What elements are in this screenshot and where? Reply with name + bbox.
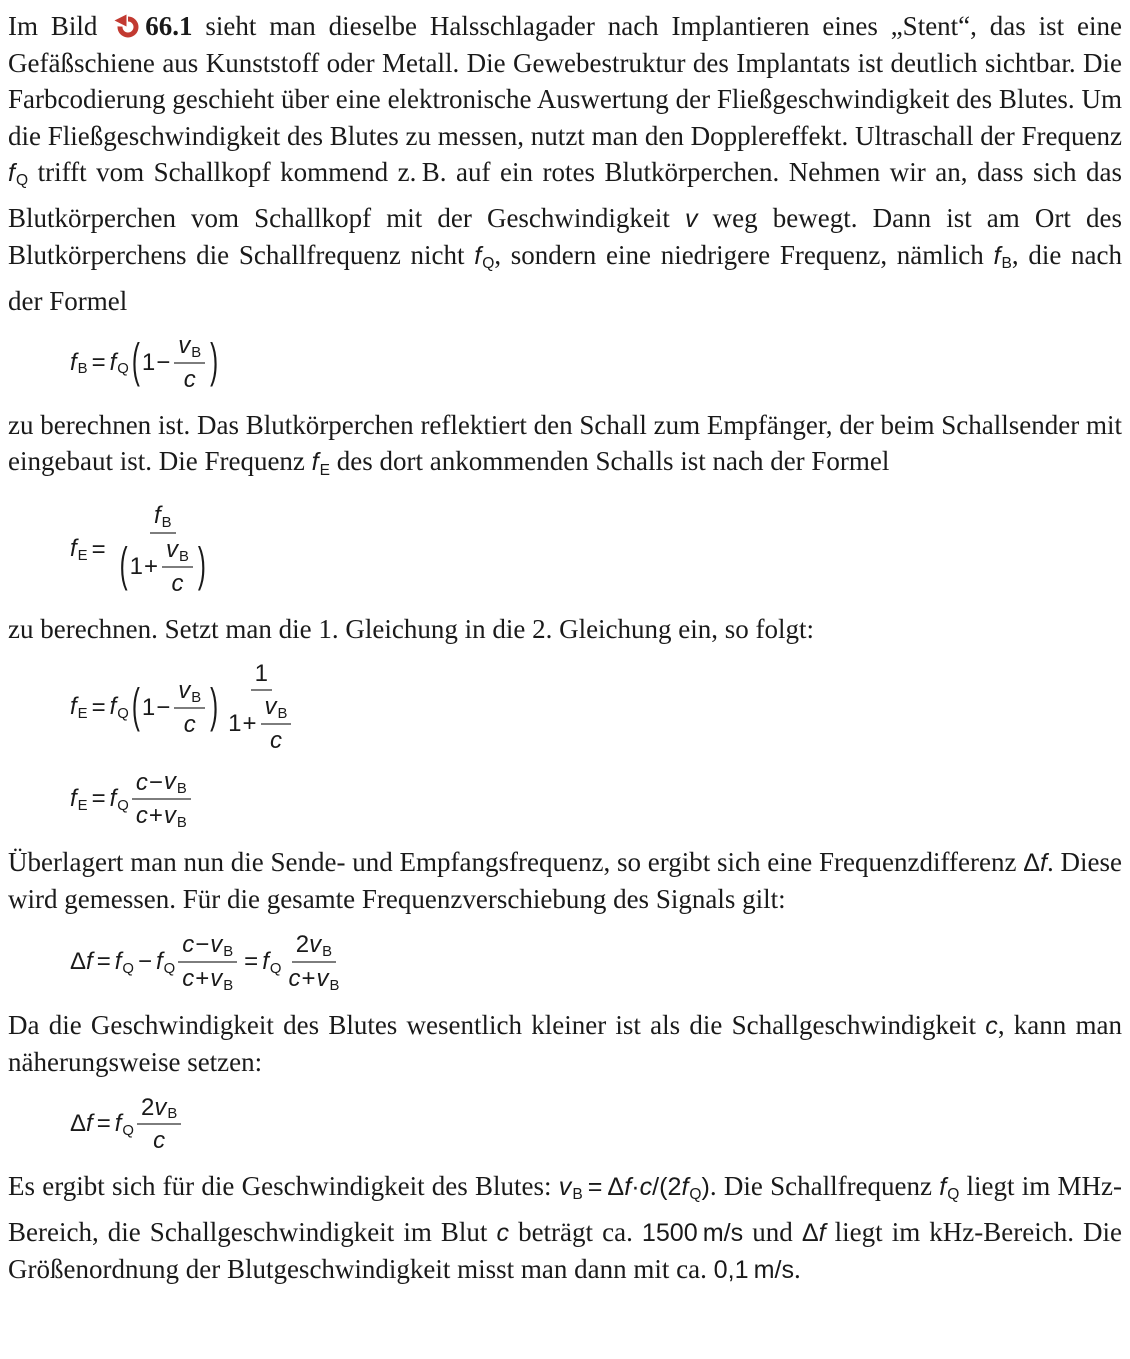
math-inline: f bbox=[818, 1218, 826, 1247]
display-formula bbox=[70, 502, 1122, 598]
math-subscript: B bbox=[322, 943, 333, 960]
fraction bbox=[132, 768, 191, 831]
math-inline: fQ bbox=[474, 242, 495, 273]
math-symbol: vB bbox=[316, 964, 340, 994]
math-symbol: vB bbox=[163, 768, 187, 797]
math-operator: − bbox=[195, 931, 210, 959]
math-subscript: B bbox=[176, 780, 187, 797]
paren-content bbox=[142, 677, 208, 739]
math-operator: = bbox=[91, 349, 106, 377]
math-operator: + bbox=[148, 802, 163, 830]
display-formula bbox=[70, 931, 1122, 994]
text-run: Es ergibt sich für die Geschwindigkeit des Blutes: bbox=[8, 1171, 559, 1202]
fraction bbox=[162, 536, 193, 598]
paragraph bbox=[8, 844, 1122, 918]
math-inline: fQ bbox=[939, 1173, 960, 1204]
text-run: Im Bild bbox=[8, 11, 111, 41]
fraction bbox=[284, 931, 343, 994]
math-symbol: vB bbox=[264, 693, 288, 723]
math-symbol: vB bbox=[178, 676, 202, 706]
math-operator: − bbox=[148, 768, 163, 796]
math-subscript: Q bbox=[689, 1186, 702, 1204]
fraction bbox=[261, 693, 292, 755]
denominator bbox=[167, 568, 187, 598]
open-paren: ( bbox=[131, 335, 140, 389]
text-run: , kann man näherungsweise setzen: bbox=[8, 1009, 1122, 1078]
math-subscript: B bbox=[77, 361, 88, 378]
numerator bbox=[174, 332, 205, 364]
paren-content bbox=[142, 332, 208, 394]
denominator bbox=[113, 534, 213, 598]
math-operator: = bbox=[91, 693, 106, 721]
math-subscript: Q bbox=[117, 797, 129, 814]
math-operator: = bbox=[244, 948, 259, 976]
math-symbol: c bbox=[135, 802, 148, 830]
math-inline: vB bbox=[558, 1173, 583, 1204]
math-symbol: c bbox=[135, 768, 148, 796]
paragraph bbox=[8, 407, 1122, 489]
math-symbol: c bbox=[153, 1127, 166, 1155]
denominator bbox=[132, 800, 191, 831]
paragraph bbox=[8, 611, 1122, 648]
math-symbol: fQ bbox=[114, 947, 134, 977]
math-symbol: vB bbox=[154, 1093, 178, 1123]
numerator bbox=[251, 660, 272, 691]
math-subscript: Q bbox=[947, 1186, 960, 1204]
math-symbol: fE bbox=[70, 535, 88, 565]
text-run: trifft vom Schallkopf kommend z. B. auf ein rotes Blutkörperchen. Nehmen wir an, dass sich das Blutkörperchen vom Schallkopf mit der Geschwindigkeit bbox=[8, 157, 1122, 233]
math-inline: /(2 bbox=[652, 1173, 682, 1202]
math-symbol: 1 bbox=[141, 693, 156, 721]
math-operator: − bbox=[156, 693, 171, 721]
text-run: . bbox=[794, 1254, 801, 1285]
denominator bbox=[266, 725, 286, 755]
math-symbol: vB bbox=[165, 535, 189, 565]
math-symbol: vB bbox=[210, 930, 234, 960]
math-subscript: Q bbox=[117, 361, 129, 378]
math-subscript: E bbox=[77, 548, 88, 565]
math-symbol: c bbox=[182, 931, 195, 959]
fraction bbox=[174, 332, 205, 394]
math-inline: 1500 m/s bbox=[641, 1218, 744, 1247]
math-inline: f bbox=[1040, 848, 1047, 877]
math-subscript: B bbox=[191, 689, 202, 706]
math-operator: − bbox=[137, 948, 152, 976]
text-run: . Die Schallfrequenz bbox=[709, 1171, 940, 1202]
text-run: sieht man dieselbe Halsschlagader nach Implantieren eines „Stent“, das ist eine Gefäßschiene aus Kunststoff oder Metall. Die Gewebestruktur des Implantats ist deutlich sichtbar. Die Farbcodierung geschieht über eine elektronische Auswertung der Fließgeschwindigkeit des Blutes. Um die Fließgeschwindigkeit des Blutes zu messen, nutzt man den Dopplereffekt. Ultraschall der Frequenz bbox=[8, 11, 1122, 151]
math-symbol: c bbox=[183, 710, 196, 738]
denominator bbox=[180, 709, 200, 739]
math-symbol: vB bbox=[210, 964, 234, 994]
math-operator: + bbox=[195, 965, 210, 993]
math-subscript: B bbox=[178, 548, 189, 565]
fraction bbox=[224, 660, 298, 755]
math-subscript: Q bbox=[482, 255, 495, 273]
text-run: beträgt ca. bbox=[509, 1216, 642, 1247]
paren-group bbox=[130, 332, 220, 394]
math-inline: fB bbox=[993, 242, 1012, 273]
math-symbol: 2 bbox=[295, 931, 310, 959]
math-inline: · bbox=[631, 1173, 640, 1202]
math-inline: Δ bbox=[1023, 848, 1040, 877]
math-operator: + bbox=[301, 965, 316, 993]
math-inline: f bbox=[624, 1173, 632, 1202]
close-paren: ) bbox=[210, 335, 219, 389]
text-run: zu berechnen. Setzt man die 1. Gleichung in die 2. Gleichung ein, so folgt: bbox=[8, 613, 815, 644]
text-run: zu berechnen ist. Das Blutkörperchen reflektiert den Schall zum Empfänger, der beim Schallsender mit eingebaut ist. Die Frequenz bbox=[8, 409, 1122, 477]
math-symbol: fQ bbox=[262, 947, 282, 977]
math-subscript: Q bbox=[122, 960, 134, 977]
math-operator: = bbox=[96, 1110, 111, 1138]
math-subscript: Q bbox=[122, 1122, 134, 1139]
math-subscript: E bbox=[319, 461, 331, 479]
textbook-page bbox=[8, 8, 1122, 1289]
math-symbol: 1 bbox=[254, 660, 268, 688]
math-symbol: fQ bbox=[155, 947, 176, 977]
numerator bbox=[178, 931, 237, 963]
numerator bbox=[137, 1094, 181, 1126]
math-subscript: B bbox=[161, 514, 172, 531]
text-run: des dort ankommenden Schalls ist nach der Formel bbox=[330, 446, 890, 477]
display-formula bbox=[70, 660, 1122, 755]
close-paren: ) bbox=[210, 680, 219, 733]
math-subscript: E bbox=[77, 706, 88, 723]
math-symbol: c bbox=[269, 727, 282, 755]
math-inline: fQ bbox=[8, 159, 29, 190]
denominator bbox=[149, 1125, 169, 1155]
math-symbol: fQ bbox=[109, 348, 129, 378]
paragraph bbox=[8, 1007, 1122, 1081]
paren-group bbox=[130, 677, 220, 739]
text-run: , die nach der Formel bbox=[8, 240, 1122, 316]
math-symbol: c bbox=[182, 965, 195, 993]
denominator bbox=[284, 963, 343, 994]
math-operator: = bbox=[91, 535, 106, 563]
text-run: . Diese wird gemessen. Für die gesamte Frequenzverschiebung des Signals gilt: bbox=[8, 846, 1122, 915]
math-subscript: Q bbox=[269, 960, 282, 977]
reference-number: 66.1 bbox=[145, 11, 193, 41]
math-subscript: B bbox=[167, 1106, 178, 1123]
math-subscript: B bbox=[176, 814, 187, 831]
math-operator: − bbox=[156, 349, 171, 377]
math-symbol: c bbox=[171, 569, 184, 597]
math-inline: c bbox=[496, 1218, 510, 1247]
math-operator: = bbox=[91, 785, 106, 813]
numerator bbox=[162, 536, 193, 568]
display-formula bbox=[70, 332, 1122, 394]
math-symbol: 1 bbox=[228, 710, 242, 738]
math-operator: + bbox=[242, 710, 257, 738]
math-subscript: B bbox=[572, 1186, 583, 1204]
math-symbol: fQ bbox=[109, 693, 129, 723]
math-inline: ) bbox=[701, 1173, 710, 1202]
math-inline: fE bbox=[311, 448, 331, 479]
math-symbol: vB bbox=[178, 332, 202, 361]
text-run: und bbox=[743, 1216, 802, 1247]
math-inline: c bbox=[985, 1011, 998, 1040]
paragraph bbox=[8, 8, 1122, 319]
text-run: Überlagert man nun die Sende- und Empfangsfrequenz, so ergibt sich eine Frequenzdifferenz bbox=[8, 846, 1024, 877]
math-subscript: Q bbox=[15, 172, 29, 190]
text-run: Da die Geschwindigkeit des Blutes wesentlich kleiner ist als die Schallgeschwindigkeit bbox=[8, 1009, 986, 1040]
denominator bbox=[224, 691, 298, 755]
math-operator: + bbox=[143, 552, 158, 580]
math-subscript: B bbox=[329, 977, 340, 994]
text-run: , sondern eine niedrigere Frequenz, nämlich bbox=[494, 240, 994, 271]
numerator bbox=[132, 768, 191, 800]
math-symbol: 1 bbox=[141, 349, 156, 377]
article-text bbox=[8, 8, 1122, 1289]
math-symbol: fQ bbox=[114, 1110, 134, 1139]
math-symbol: vB bbox=[163, 801, 187, 831]
math-symbol: Δ bbox=[70, 1110, 87, 1138]
text-run: liegt im MHz-Bereich, die Schallgeschwindigkeit im Blut bbox=[8, 1171, 1122, 1247]
numerator bbox=[174, 677, 205, 709]
math-symbol: Δ bbox=[70, 948, 87, 976]
math-inline: = bbox=[582, 1173, 608, 1202]
math-inline: Δ bbox=[607, 1173, 625, 1202]
math-inline: Δ bbox=[801, 1218, 819, 1247]
math-inline: c bbox=[639, 1173, 653, 1202]
numerator bbox=[261, 693, 292, 725]
math-operator: = bbox=[96, 948, 111, 976]
paragraph bbox=[8, 1168, 1122, 1289]
math-subscript: Q bbox=[117, 706, 129, 723]
denominator bbox=[180, 364, 200, 394]
math-symbol: f bbox=[86, 948, 93, 976]
math-subscript: E bbox=[77, 797, 88, 814]
math-symbol: 1 bbox=[129, 552, 143, 580]
text-run: liegt im kHz-Bereich. Die Größenordnung der Blutgeschwindigkeit misst man dann mit ca. bbox=[8, 1216, 1122, 1285]
fraction bbox=[178, 931, 237, 994]
open-paren: ( bbox=[131, 680, 140, 733]
fraction bbox=[174, 677, 205, 739]
text-run: weg bewegt. Dann ist am Ort des Blutkörperchens die Schallfrequenz nicht bbox=[8, 202, 1122, 271]
math-symbol: f bbox=[86, 1110, 93, 1138]
math-symbol: fQ bbox=[109, 785, 129, 814]
math-symbol: fB bbox=[153, 502, 172, 531]
math-inline: 0,1 m/s bbox=[713, 1256, 795, 1285]
close-paren: ) bbox=[197, 539, 206, 593]
cross-reference-icon bbox=[113, 13, 140, 40]
math-inline: fQ bbox=[681, 1173, 702, 1204]
math-symbol: fB bbox=[70, 348, 88, 378]
numerator bbox=[292, 931, 336, 963]
fraction bbox=[113, 502, 213, 598]
fraction bbox=[137, 1094, 181, 1156]
paren-group bbox=[118, 536, 208, 598]
display-formula bbox=[70, 1094, 1122, 1156]
math-symbol: fE bbox=[70, 693, 88, 723]
numerator bbox=[150, 502, 176, 534]
math-symbol: vB bbox=[309, 930, 333, 960]
math-subscript: B bbox=[223, 943, 234, 960]
display-formula bbox=[70, 768, 1122, 831]
math-symbol: 2 bbox=[140, 1093, 155, 1121]
math-inline: v bbox=[685, 204, 698, 233]
math-subscript: B bbox=[191, 344, 202, 361]
math-subscript: B bbox=[277, 706, 288, 723]
math-subscript: B bbox=[1001, 255, 1012, 273]
math-subscript: B bbox=[223, 977, 234, 994]
math-symbol: c bbox=[288, 965, 301, 993]
open-paren: ( bbox=[119, 539, 128, 593]
denominator bbox=[178, 963, 237, 994]
math-symbol: c bbox=[183, 365, 196, 393]
math-subscript: Q bbox=[163, 960, 176, 977]
paren-content bbox=[130, 536, 196, 598]
math-symbol: fE bbox=[70, 785, 88, 814]
